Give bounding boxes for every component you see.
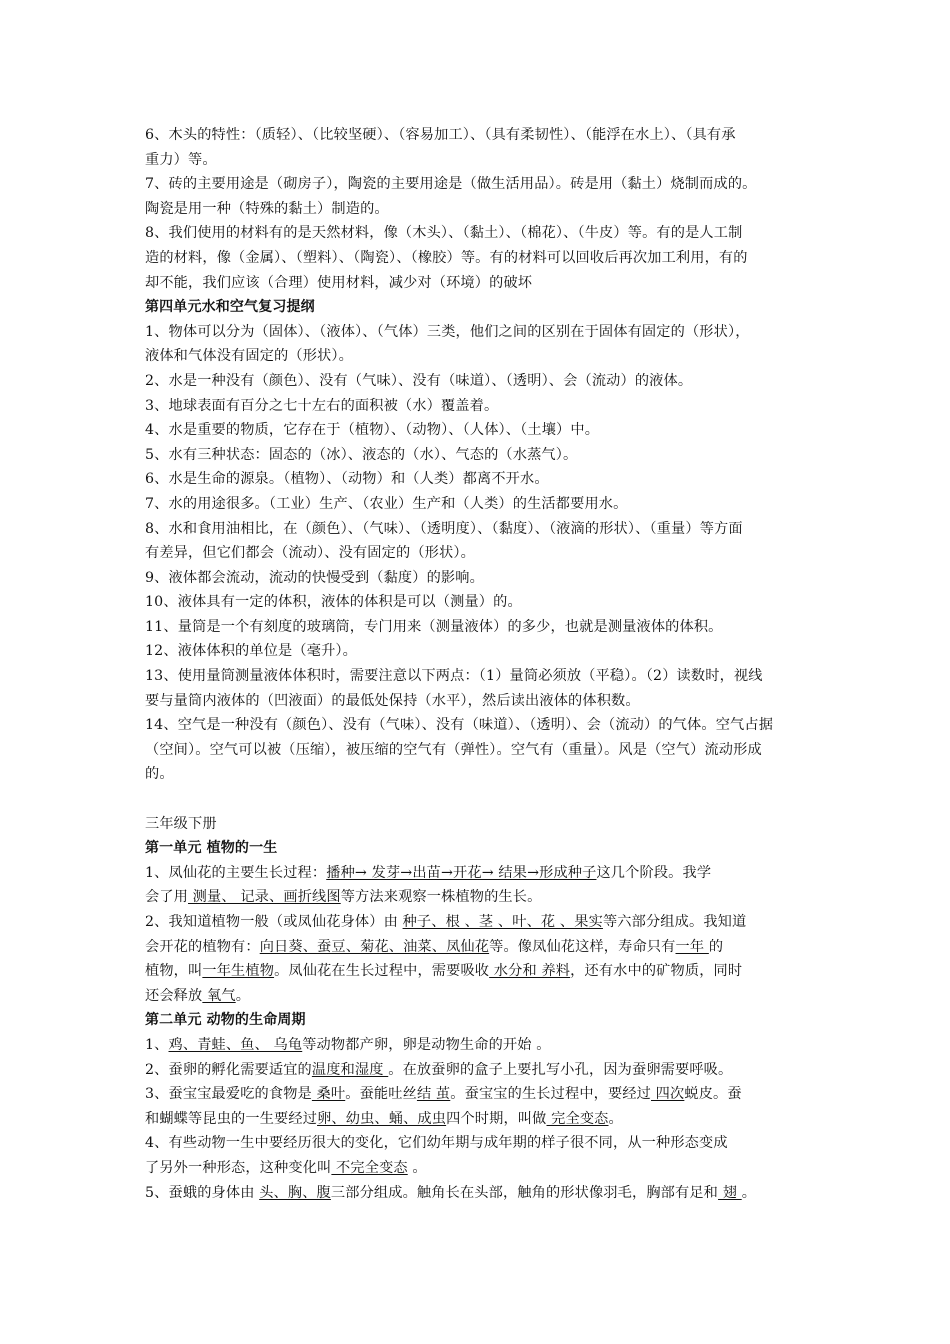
text-line — [145, 320, 810, 345]
text-line — [145, 885, 810, 910]
underlined-answer: 一年 — [675, 938, 709, 955]
underlined-answer: 鸡、青蛙、鱼、 乌龟 — [168, 1036, 303, 1053]
text-segment: 的 — [708, 938, 724, 955]
text-line — [145, 935, 810, 960]
text-segment: 5、水有三种状态：固态的（冰）、液态的（水）、气态的（水蒸气）。 — [145, 446, 578, 463]
text-segment: 3、蚕宝宝最爱吃的食物是 — [145, 1086, 312, 1103]
text-segment: 7、砖的主要用途是（砌房子），陶瓷的主要用途是（做生活用品）。砖是用（黏土）烧制而成的。 — [145, 176, 757, 193]
text-segment: 这几个阶段。我学 — [596, 864, 712, 881]
text-line — [145, 492, 810, 517]
text-line — [145, 1156, 810, 1181]
text-segment: 了另外一种形态，这种变化叫 — [145, 1159, 332, 1176]
text-line — [145, 394, 810, 419]
underlined-answer: 氧气 — [202, 987, 236, 1004]
underlined-answer: 完全变态 — [546, 1110, 609, 1127]
text-line — [145, 418, 810, 443]
text-line — [145, 1033, 810, 1058]
text-line — [145, 861, 810, 886]
underlined-answer: 头、胸、腹 — [259, 1184, 331, 1201]
text-line — [145, 639, 810, 664]
text-segment: 9、液体都会流动，流动的快慢受到（黏度）的影响。 — [145, 569, 484, 586]
text-segment: 7、水的用途很多。（工业）生产、（农业）生产和（人类）的生活都要用水。 — [145, 495, 628, 512]
text-segment: 等方法来观察一株植物的生长。 — [340, 889, 542, 906]
text-line — [145, 1058, 810, 1083]
text-line — [145, 615, 810, 640]
blank-line — [145, 787, 810, 812]
text-line — [145, 197, 810, 222]
text-line — [145, 369, 810, 394]
text-segment: ，还有水中的矿物质，同时 — [570, 963, 743, 980]
text-line — [145, 738, 810, 763]
section-heading — [145, 295, 810, 320]
text-segment: 2、水是一种没有（颜色）、没有（气味）、没有（味道）、（透明）、会（流动）的液体。 — [145, 372, 693, 389]
text-segment: 。 — [235, 987, 251, 1004]
text-line — [145, 467, 810, 492]
text-segment: 1、 — [145, 1036, 169, 1053]
text-segment: 造的材料，像（金属）、（塑料）、（陶瓷）、（橡胶）等。有的材料可以回收后再次加工利用，有的 — [145, 249, 748, 266]
text-segment: 。蚕宝宝的生长过程中，要经过 — [450, 1086, 652, 1103]
text-segment: 12、液体体积的单位是（毫升）。 — [145, 643, 357, 660]
text-segment: 13、使用量筒测量液体体积时，需要注意以下两点：（1）量筒必须放（平稳）。（2）读数时，视线 — [145, 668, 763, 685]
text-line — [145, 148, 810, 173]
section-heading — [145, 836, 810, 861]
text-segment: 有差异，但它们都会（流动）、没有固定的（形状）。 — [145, 545, 475, 562]
text-segment: 10、液体具有一定的体积，液体的体积是可以（测量）的。 — [145, 594, 522, 611]
text-segment: 。 — [741, 1184, 757, 1201]
text-segment: 3、地球表面有百分之七十左右的面积被（水）覆盖着。 — [145, 397, 499, 414]
text-segment: 等动物都产卵，卵是动物生命的开始 。 — [302, 1036, 551, 1053]
underlined-answer: 结 茧 — [416, 1086, 451, 1103]
text-segment: 2、我知道植物一般（或凤仙花身体）由 — [145, 914, 403, 930]
document-page — [145, 123, 810, 1205]
text-segment: 却不能，我们应该（合理）使用材料，减少对（环境）的破坏 — [145, 274, 533, 291]
text-line — [145, 271, 810, 296]
text-line — [145, 713, 810, 738]
text-line — [145, 1107, 810, 1132]
underlined-answer: 桑叶 — [311, 1086, 346, 1103]
text-segment: 第一单元 植物的一生 — [145, 840, 278, 857]
text-segment: 还会释放 — [145, 987, 203, 1004]
underlined-answer: 向日葵、蚕豆、菊花、油菜、凤仙花 — [259, 938, 490, 955]
text-segment: 等。像凤仙花这样，寿命只有 — [489, 938, 676, 955]
underlined-answer: 测量、 记录、画折线图 — [188, 889, 341, 906]
text-segment: 8、水和食用油相比，在（颜色）、（气味）、（透明度）、（黏度）、（液滴的形状）、（重量）等方面 — [145, 520, 743, 537]
underlined-answer: 水分和 养料 — [489, 963, 571, 980]
text-line — [145, 1131, 810, 1156]
text-segment: 的。 — [145, 766, 174, 783]
text-segment: 等六部分组成。我知道 — [602, 914, 747, 930]
text-segment: 11、量筒是一个有刻度的玻璃筒，专门用来（测量液体）的多少，也就是测量液体的体积。 — [145, 618, 723, 635]
text-segment: 要与量筒内液体的（凹液面）的最低处保持（水平），然后读出液体的体积数。 — [145, 692, 640, 709]
text-segment: 6、水是生命的源泉。（植物）、（动物）和（人类）都离不开水。 — [145, 471, 549, 488]
text-line — [145, 984, 810, 1009]
text-segment: 重力）等。 — [145, 151, 217, 168]
text-line — [145, 689, 810, 714]
underlined-answer: 卵、幼虫、蛹、成虫 — [317, 1110, 447, 1127]
text-segment: 蜕皮。蚕 — [684, 1086, 742, 1103]
text-segment: 第二单元 动物的生命周期 — [145, 1012, 306, 1029]
text-segment: 。在放蚕卵的盒子上要扎写小孔，因为蚕卵需要呼吸。 — [388, 1061, 733, 1078]
text-line — [145, 123, 810, 148]
text-segment: 2、蚕卵的孵化需要适宜的 — [145, 1061, 312, 1078]
text-line — [145, 517, 810, 542]
text-line — [145, 762, 810, 787]
text-segment: 。 — [608, 1110, 623, 1127]
section-heading — [145, 1008, 810, 1033]
text-segment: 5、蚕蛾的身体由 — [145, 1184, 260, 1201]
underlined-answer: 种子、根 、茎 、叶、花 、果实 — [402, 914, 603, 930]
text-line — [145, 566, 810, 591]
text-line — [145, 1082, 810, 1107]
text-segment: 陶瓷是用一种（特殊的黏土）制造的。 — [145, 200, 389, 217]
text-line — [145, 344, 810, 369]
text-segment: 植物，叫 — [145, 963, 203, 980]
text-line — [145, 221, 810, 246]
text-segment: （空间）。空气可以被（压缩），被压缩的空气有（弹性）。空气有（重量）。风是（空气）流动形成 — [145, 741, 762, 758]
text-line — [145, 1181, 810, 1206]
underlined-answer: 温度和湿度 — [311, 1061, 389, 1078]
text-line — [145, 172, 810, 197]
text-segment: 4、水是重要的物质，它存在于（植物）、（动物）、（人体）、（土壤）中。 — [145, 422, 600, 439]
text-line — [145, 959, 810, 984]
underlined-answer: 一年生植物 — [202, 963, 275, 980]
text-line — [145, 590, 810, 615]
text-segment: 三年级下册 — [145, 815, 217, 832]
text-segment: 液体和气体没有固定的（形状）。 — [145, 348, 353, 365]
text-segment: 1、凤仙花的主要生长过程： — [145, 864, 327, 881]
text-line — [145, 812, 810, 837]
text-segment: 。蚕能吐丝 — [345, 1086, 417, 1103]
text-segment: 三部分组成。触角长在头部，触角的形状像羽毛，胸部有足和 — [330, 1184, 719, 1201]
text-line — [145, 664, 810, 689]
underlined-answer: 不完全变态 — [331, 1159, 408, 1176]
text-segment: 14、空气是一种没有（颜色）、没有（气味）、没有（味道）、（透明）、会（流动）的气体。空气占据 — [145, 717, 774, 734]
text-line — [145, 246, 810, 271]
text-line — [145, 443, 810, 468]
text-segment: 6、木头的特性：（质轻）、（比较坚硬）、（容易加工）、（具有柔韧性）、（能浮在水上）、（具有承 — [145, 127, 736, 143]
text-segment: 四个时期，叫做 — [446, 1110, 547, 1127]
text-segment: 和蝴蝶等昆虫的一生要经过 — [145, 1110, 318, 1127]
text-segment: 会开花的植物有： — [145, 938, 260, 955]
text-line — [145, 541, 810, 566]
underlined-answer: 翅 — [718, 1184, 742, 1201]
text-segment: 1、物体可以分为（固体）、（液体）、（气体）三类，他们之间的区别在于固体有固定的（形状）， — [145, 323, 750, 340]
underlined-answer: 四次 — [651, 1086, 685, 1103]
text-line — [145, 910, 810, 935]
text-segment: 会了用 — [145, 889, 189, 906]
text-segment: 8、我们使用的材料有的是天然材料，像（木头）、（黏土）、（棉花）、（牛皮）等。有的是人工制 — [145, 225, 743, 242]
text-segment: 。 — [407, 1159, 427, 1176]
text-segment: 4、有些动物一生中要经历很大的变化，它们幼年期与成年期的样子很不同，从一种形态变成 — [145, 1135, 728, 1152]
underlined-answer: 播种→ 发芽→出苗→开花→ 结果→形成种子 — [326, 864, 597, 881]
text-segment: 。凤仙花在生长过程中，需要吸收 — [274, 963, 490, 980]
text-segment: 第四单元水和空气复习提纲 — [145, 299, 315, 316]
